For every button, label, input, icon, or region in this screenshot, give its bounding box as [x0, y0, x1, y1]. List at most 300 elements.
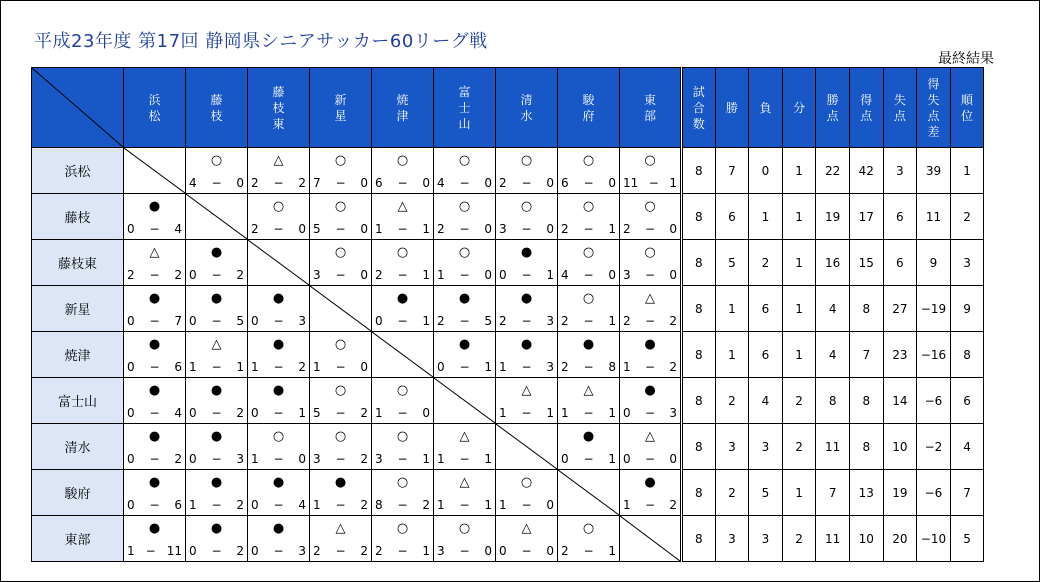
- match-score: [375, 314, 430, 328]
- goals-against: 0: [546, 222, 554, 236]
- stat-value: 8: [682, 424, 716, 470]
- score-dash: −: [273, 360, 284, 374]
- match-result-cell: [124, 378, 186, 424]
- match-result-cell: [496, 332, 558, 378]
- match-score: [561, 406, 616, 420]
- score-dash: −: [583, 268, 594, 282]
- team-header: 浜 松: [124, 68, 186, 148]
- result-mark: ●: [520, 337, 533, 352]
- match-result-cell: [310, 332, 372, 378]
- result-mark: △: [645, 429, 655, 444]
- score-dash: −: [459, 360, 470, 374]
- stat-value: 7: [849, 332, 883, 378]
- goals-for: 0: [251, 406, 259, 420]
- match-result-cell: [434, 286, 496, 332]
- match-result-cell: [496, 470, 558, 516]
- match-result-cell: [558, 240, 620, 286]
- self-match-cell: [310, 286, 372, 332]
- goals-for: 0: [251, 498, 259, 512]
- goals-for: 11: [623, 176, 639, 190]
- goals-against: 0: [608, 176, 616, 190]
- result-mark: ●: [148, 337, 161, 352]
- result-mark: ●: [210, 291, 223, 306]
- result-mark: ○: [644, 153, 656, 168]
- match-score: [375, 406, 430, 420]
- match-result-cell: [372, 516, 434, 562]
- goals-for: 2: [127, 268, 135, 282]
- stat-value: 16: [816, 240, 850, 286]
- goals-against: 1: [422, 452, 430, 466]
- match-score: [375, 176, 430, 190]
- match-score: [127, 222, 182, 236]
- goals-against: 0: [360, 268, 368, 282]
- match-result-cell: [124, 332, 186, 378]
- stat-value: 1: [782, 194, 816, 240]
- match-score: [623, 452, 677, 466]
- goals-against: 2: [174, 268, 182, 282]
- match-result-cell: [248, 148, 310, 194]
- match-score: [437, 452, 492, 466]
- stat-value: 5: [950, 516, 984, 562]
- match-score: [623, 498, 677, 512]
- result-mark: ○: [582, 153, 595, 168]
- goals-against: 1: [546, 268, 554, 282]
- match-score: [561, 176, 616, 190]
- result-mark: △: [645, 291, 655, 306]
- goals-against: 2: [236, 268, 244, 282]
- match-result-cell: [186, 332, 248, 378]
- stat-value: 6: [715, 194, 749, 240]
- result-mark: ●: [210, 245, 223, 260]
- goals-for: 1: [251, 452, 259, 466]
- stat-header: 失 点: [883, 68, 917, 148]
- result-mark: ●: [148, 521, 161, 536]
- match-result-cell: [248, 286, 310, 332]
- result-mark: ●: [210, 475, 223, 490]
- stat-value: 8: [682, 378, 716, 424]
- goals-against: 1: [608, 452, 616, 466]
- stat-value: 20: [883, 516, 917, 562]
- table-row: [32, 286, 984, 332]
- result-mark: ○: [396, 383, 409, 398]
- stat-value: 8: [950, 332, 984, 378]
- self-match-diagonal: [372, 332, 433, 377]
- goals-for: 3: [313, 268, 321, 282]
- goals-for: 3: [623, 268, 631, 282]
- self-match-diagonal: [310, 286, 371, 331]
- match-score: [375, 544, 430, 558]
- match-result-cell: [186, 424, 248, 470]
- goals-against: 0: [236, 176, 244, 190]
- match-score: [499, 360, 554, 374]
- match-score: [623, 222, 677, 236]
- score-dash: −: [459, 544, 470, 558]
- goals-for: 1: [313, 360, 321, 374]
- score-dash: −: [459, 176, 470, 190]
- goals-against: 2: [360, 498, 368, 512]
- match-result-cell: [248, 194, 310, 240]
- self-match-diagonal: [186, 194, 247, 239]
- score-dash: −: [397, 222, 408, 236]
- stat-header: 得 点: [849, 68, 883, 148]
- score-dash: −: [211, 314, 222, 328]
- result-mark: ●: [458, 337, 471, 352]
- goals-against: 1: [608, 314, 616, 328]
- stat-value: 4: [749, 378, 783, 424]
- goals-against: 4: [298, 498, 306, 512]
- goals-for: 0: [623, 406, 631, 420]
- match-score: [189, 544, 244, 558]
- score-dash: −: [397, 314, 408, 328]
- match-result-cell: [434, 194, 496, 240]
- result-mark: ○: [582, 291, 595, 306]
- result-mark: ●: [396, 291, 409, 306]
- result-mark: ○: [334, 245, 347, 260]
- match-result-cell: [620, 148, 682, 194]
- goals-against: 1: [546, 406, 554, 420]
- score-dash: −: [273, 222, 284, 236]
- stat-value: −6: [917, 378, 951, 424]
- result-mark: △: [459, 429, 470, 444]
- goals-for: 3: [375, 452, 383, 466]
- match-result-cell: [620, 286, 682, 332]
- stat-value: −2: [917, 424, 951, 470]
- goals-against: 2: [298, 360, 306, 374]
- goals-against: 1: [298, 406, 306, 420]
- goals-against: 0: [360, 360, 368, 374]
- stat-header: 試 合 数: [682, 68, 716, 148]
- match-result-cell: [248, 424, 310, 470]
- score-dash: −: [397, 406, 408, 420]
- team-name: 富士山: [32, 378, 124, 424]
- score-dash: −: [459, 222, 470, 236]
- match-result-cell: [186, 148, 248, 194]
- self-match-cell: [434, 378, 496, 424]
- goals-against: 4: [174, 406, 182, 420]
- goals-for: 0: [127, 406, 135, 420]
- stat-value: 8: [682, 470, 716, 516]
- score-dash: −: [149, 452, 160, 466]
- table-row: [32, 148, 984, 194]
- match-result-cell: [248, 378, 310, 424]
- goals-for: 8: [375, 498, 383, 512]
- goals-for: 7: [313, 176, 321, 190]
- goals-for: 0: [499, 544, 507, 558]
- goals-for: 0: [127, 222, 135, 236]
- result-mark: ●: [644, 383, 656, 398]
- goals-against: 0: [546, 498, 554, 512]
- stat-value: 14: [883, 378, 917, 424]
- score-dash: −: [273, 452, 284, 466]
- score-dash: −: [459, 452, 470, 466]
- goals-for: 6: [561, 176, 569, 190]
- match-score: [437, 360, 492, 374]
- match-result-cell: [124, 470, 186, 516]
- match-result-cell: [620, 470, 682, 516]
- goals-for: 0: [127, 452, 135, 466]
- goals-against: 1: [422, 268, 430, 282]
- match-result-cell: [620, 194, 682, 240]
- match-score: [251, 176, 306, 190]
- match-result-cell: [310, 378, 372, 424]
- league-table: [31, 67, 984, 562]
- goals-for: 0: [189, 268, 197, 282]
- match-result-cell: [372, 378, 434, 424]
- self-match-cell: [372, 332, 434, 378]
- stat-value: 13: [849, 470, 883, 516]
- match-result-cell: [248, 470, 310, 516]
- result-mark: ●: [210, 429, 223, 444]
- match-result-cell: [496, 240, 558, 286]
- stat-value: 8: [816, 378, 850, 424]
- goals-against: 1: [484, 360, 492, 374]
- goals-for: 2: [561, 360, 569, 374]
- score-dash: −: [521, 314, 532, 328]
- result-mark: △: [273, 153, 284, 168]
- match-result-cell: [558, 378, 620, 424]
- team-name: 清水: [32, 424, 124, 470]
- table-row: [32, 194, 984, 240]
- goals-for: 1: [189, 498, 197, 512]
- corner-cell: [32, 68, 124, 148]
- result-mark: ○: [334, 429, 347, 444]
- goals-against: 0: [669, 222, 677, 236]
- goals-against: 0: [298, 452, 306, 466]
- goals-for: 2: [561, 314, 569, 328]
- match-score: [561, 544, 616, 558]
- stat-value: 6: [950, 378, 984, 424]
- stat-header: 勝: [715, 68, 749, 148]
- stat-value: 4: [950, 424, 984, 470]
- result-mark: ●: [272, 383, 285, 398]
- goals-against: 4: [174, 222, 182, 236]
- result-mark: ○: [334, 199, 347, 214]
- score-dash: −: [459, 498, 470, 512]
- stat-value: 8: [682, 516, 716, 562]
- score-dash: −: [335, 360, 346, 374]
- stat-value: 9: [917, 240, 951, 286]
- self-match-cell: [186, 194, 248, 240]
- match-result-cell: [124, 516, 186, 562]
- score-dash: −: [335, 452, 346, 466]
- stat-value: −19: [917, 286, 951, 332]
- match-result-cell: [372, 240, 434, 286]
- table-row: [32, 240, 984, 286]
- stat-value: 3: [715, 424, 749, 470]
- score-dash: −: [335, 498, 346, 512]
- result-mark: △: [521, 383, 532, 398]
- result-mark: △: [397, 199, 408, 214]
- goals-against: 11: [166, 544, 182, 558]
- stat-value: 5: [749, 470, 783, 516]
- score-dash: −: [335, 268, 346, 282]
- stat-value: 8: [682, 286, 716, 332]
- stat-value: 8: [682, 194, 716, 240]
- stat-value: 7: [950, 470, 984, 516]
- match-score: [437, 222, 492, 236]
- result-mark: △: [521, 521, 532, 536]
- goals-against: 0: [298, 222, 306, 236]
- stat-value: 19: [816, 194, 850, 240]
- team-name: 焼津: [32, 332, 124, 378]
- score-dash: −: [644, 314, 656, 328]
- stat-value: −16: [917, 332, 951, 378]
- match-score: [127, 268, 182, 282]
- match-score: [251, 406, 306, 420]
- goals-against: 2: [174, 452, 182, 466]
- goals-for: 0: [127, 498, 135, 512]
- result-mark: △: [211, 337, 222, 352]
- match-score: [313, 360, 368, 374]
- table-row: [32, 470, 984, 516]
- match-result-cell: [310, 240, 372, 286]
- table-row: [32, 424, 984, 470]
- self-match-cell: [620, 516, 682, 562]
- stat-value: 6: [883, 240, 917, 286]
- result-mark: ○: [334, 153, 347, 168]
- goals-for: 2: [623, 222, 631, 236]
- team-header: 藤 枝 東: [248, 68, 310, 148]
- self-match-diagonal: [496, 424, 557, 469]
- goals-against: 5: [484, 314, 492, 328]
- match-result-cell: [310, 194, 372, 240]
- score-dash: −: [583, 406, 594, 420]
- stat-value: 10: [849, 516, 883, 562]
- stat-value: 19: [883, 470, 917, 516]
- stat-value: 1: [782, 148, 816, 194]
- goals-for: 1: [375, 222, 383, 236]
- team-header: 東 部: [620, 68, 682, 148]
- score-dash: −: [149, 268, 160, 282]
- match-result-cell: [558, 194, 620, 240]
- match-score: [375, 222, 430, 236]
- goals-for: 2: [251, 222, 259, 236]
- result-mark: ●: [272, 521, 285, 536]
- result-mark: ○: [458, 521, 471, 536]
- match-score: [499, 498, 554, 512]
- stat-value: 5: [715, 240, 749, 286]
- match-result-cell: [186, 378, 248, 424]
- match-score: [251, 544, 306, 558]
- score-dash: −: [149, 314, 160, 328]
- page-title: 平成23年度 第17回 静岡県シニアサッカー60リーグ戦: [34, 31, 488, 52]
- goals-against: 3: [546, 360, 554, 374]
- score-dash: −: [521, 176, 532, 190]
- goals-against: 1: [608, 544, 616, 558]
- stat-header: 負: [749, 68, 783, 148]
- match-result-cell: [434, 470, 496, 516]
- match-score: [127, 452, 182, 466]
- match-score: [189, 268, 244, 282]
- score-dash: −: [397, 498, 408, 512]
- stat-value: 11: [816, 516, 850, 562]
- match-score: [623, 268, 677, 282]
- result-mark: ○: [520, 475, 533, 490]
- match-result-cell: [248, 332, 310, 378]
- match-score: [251, 314, 306, 328]
- goals-against: 2: [360, 544, 368, 558]
- goals-for: 0: [127, 314, 135, 328]
- stat-value: 27: [883, 286, 917, 332]
- match-result-cell: [620, 378, 682, 424]
- score-dash: −: [583, 222, 594, 236]
- match-result-cell: [558, 332, 620, 378]
- goals-against: 0: [360, 222, 368, 236]
- stat-value: 17: [849, 194, 883, 240]
- goals-for: 1: [499, 360, 507, 374]
- result-mark: ○: [396, 429, 409, 444]
- score-dash: −: [397, 176, 408, 190]
- stat-value: 6: [749, 332, 783, 378]
- match-result-cell: [434, 516, 496, 562]
- match-score: [499, 406, 554, 420]
- match-result-cell: [372, 286, 434, 332]
- match-score: [313, 176, 368, 190]
- score-dash: −: [149, 360, 160, 374]
- goals-for: 0: [189, 544, 197, 558]
- match-score: [251, 360, 306, 374]
- goals-against: 6: [174, 498, 182, 512]
- stat-value: 1: [715, 332, 749, 378]
- result-mark: △: [149, 245, 160, 260]
- match-score: [437, 268, 492, 282]
- goals-against: 3: [546, 314, 554, 328]
- match-score: [375, 452, 430, 466]
- result-mark: ○: [272, 199, 285, 214]
- result-mark: ○: [396, 245, 409, 260]
- score-dash: −: [273, 544, 284, 558]
- score-dash: −: [397, 544, 408, 558]
- goals-against: 0: [669, 268, 677, 282]
- result-mark: ○: [520, 199, 533, 214]
- result-mark: ○: [272, 429, 285, 444]
- match-result-cell: [310, 424, 372, 470]
- result-mark: ●: [334, 475, 347, 490]
- team-name: 藤枝東: [32, 240, 124, 286]
- match-score: [189, 176, 244, 190]
- match-result-cell: [620, 240, 682, 286]
- table-row: [32, 378, 984, 424]
- match-result-cell: [372, 148, 434, 194]
- goals-for: 2: [375, 268, 383, 282]
- match-score: [437, 314, 492, 328]
- corner-diagonal: [32, 68, 123, 147]
- score-dash: −: [644, 268, 656, 282]
- goals-for: 3: [499, 222, 507, 236]
- result-mark: ○: [396, 521, 409, 536]
- stat-value: 4: [816, 286, 850, 332]
- self-match-diagonal: [248, 240, 309, 285]
- goals-for: 2: [437, 222, 445, 236]
- match-score: [499, 176, 554, 190]
- score-dash: −: [521, 360, 532, 374]
- stat-value: 1: [950, 148, 984, 194]
- score-dash: −: [397, 268, 408, 282]
- goals-for: 2: [623, 314, 631, 328]
- match-result-cell: [558, 148, 620, 194]
- goals-against: 0: [546, 544, 554, 558]
- goals-against: 2: [669, 314, 677, 328]
- match-result-cell: [496, 148, 558, 194]
- stat-value: 7: [715, 148, 749, 194]
- match-result-cell: [186, 516, 248, 562]
- score-dash: −: [583, 544, 594, 558]
- result-mark: ●: [148, 291, 161, 306]
- match-score: [499, 544, 554, 558]
- match-result-cell: [124, 194, 186, 240]
- score-dash: −: [211, 176, 222, 190]
- match-score: [561, 314, 616, 328]
